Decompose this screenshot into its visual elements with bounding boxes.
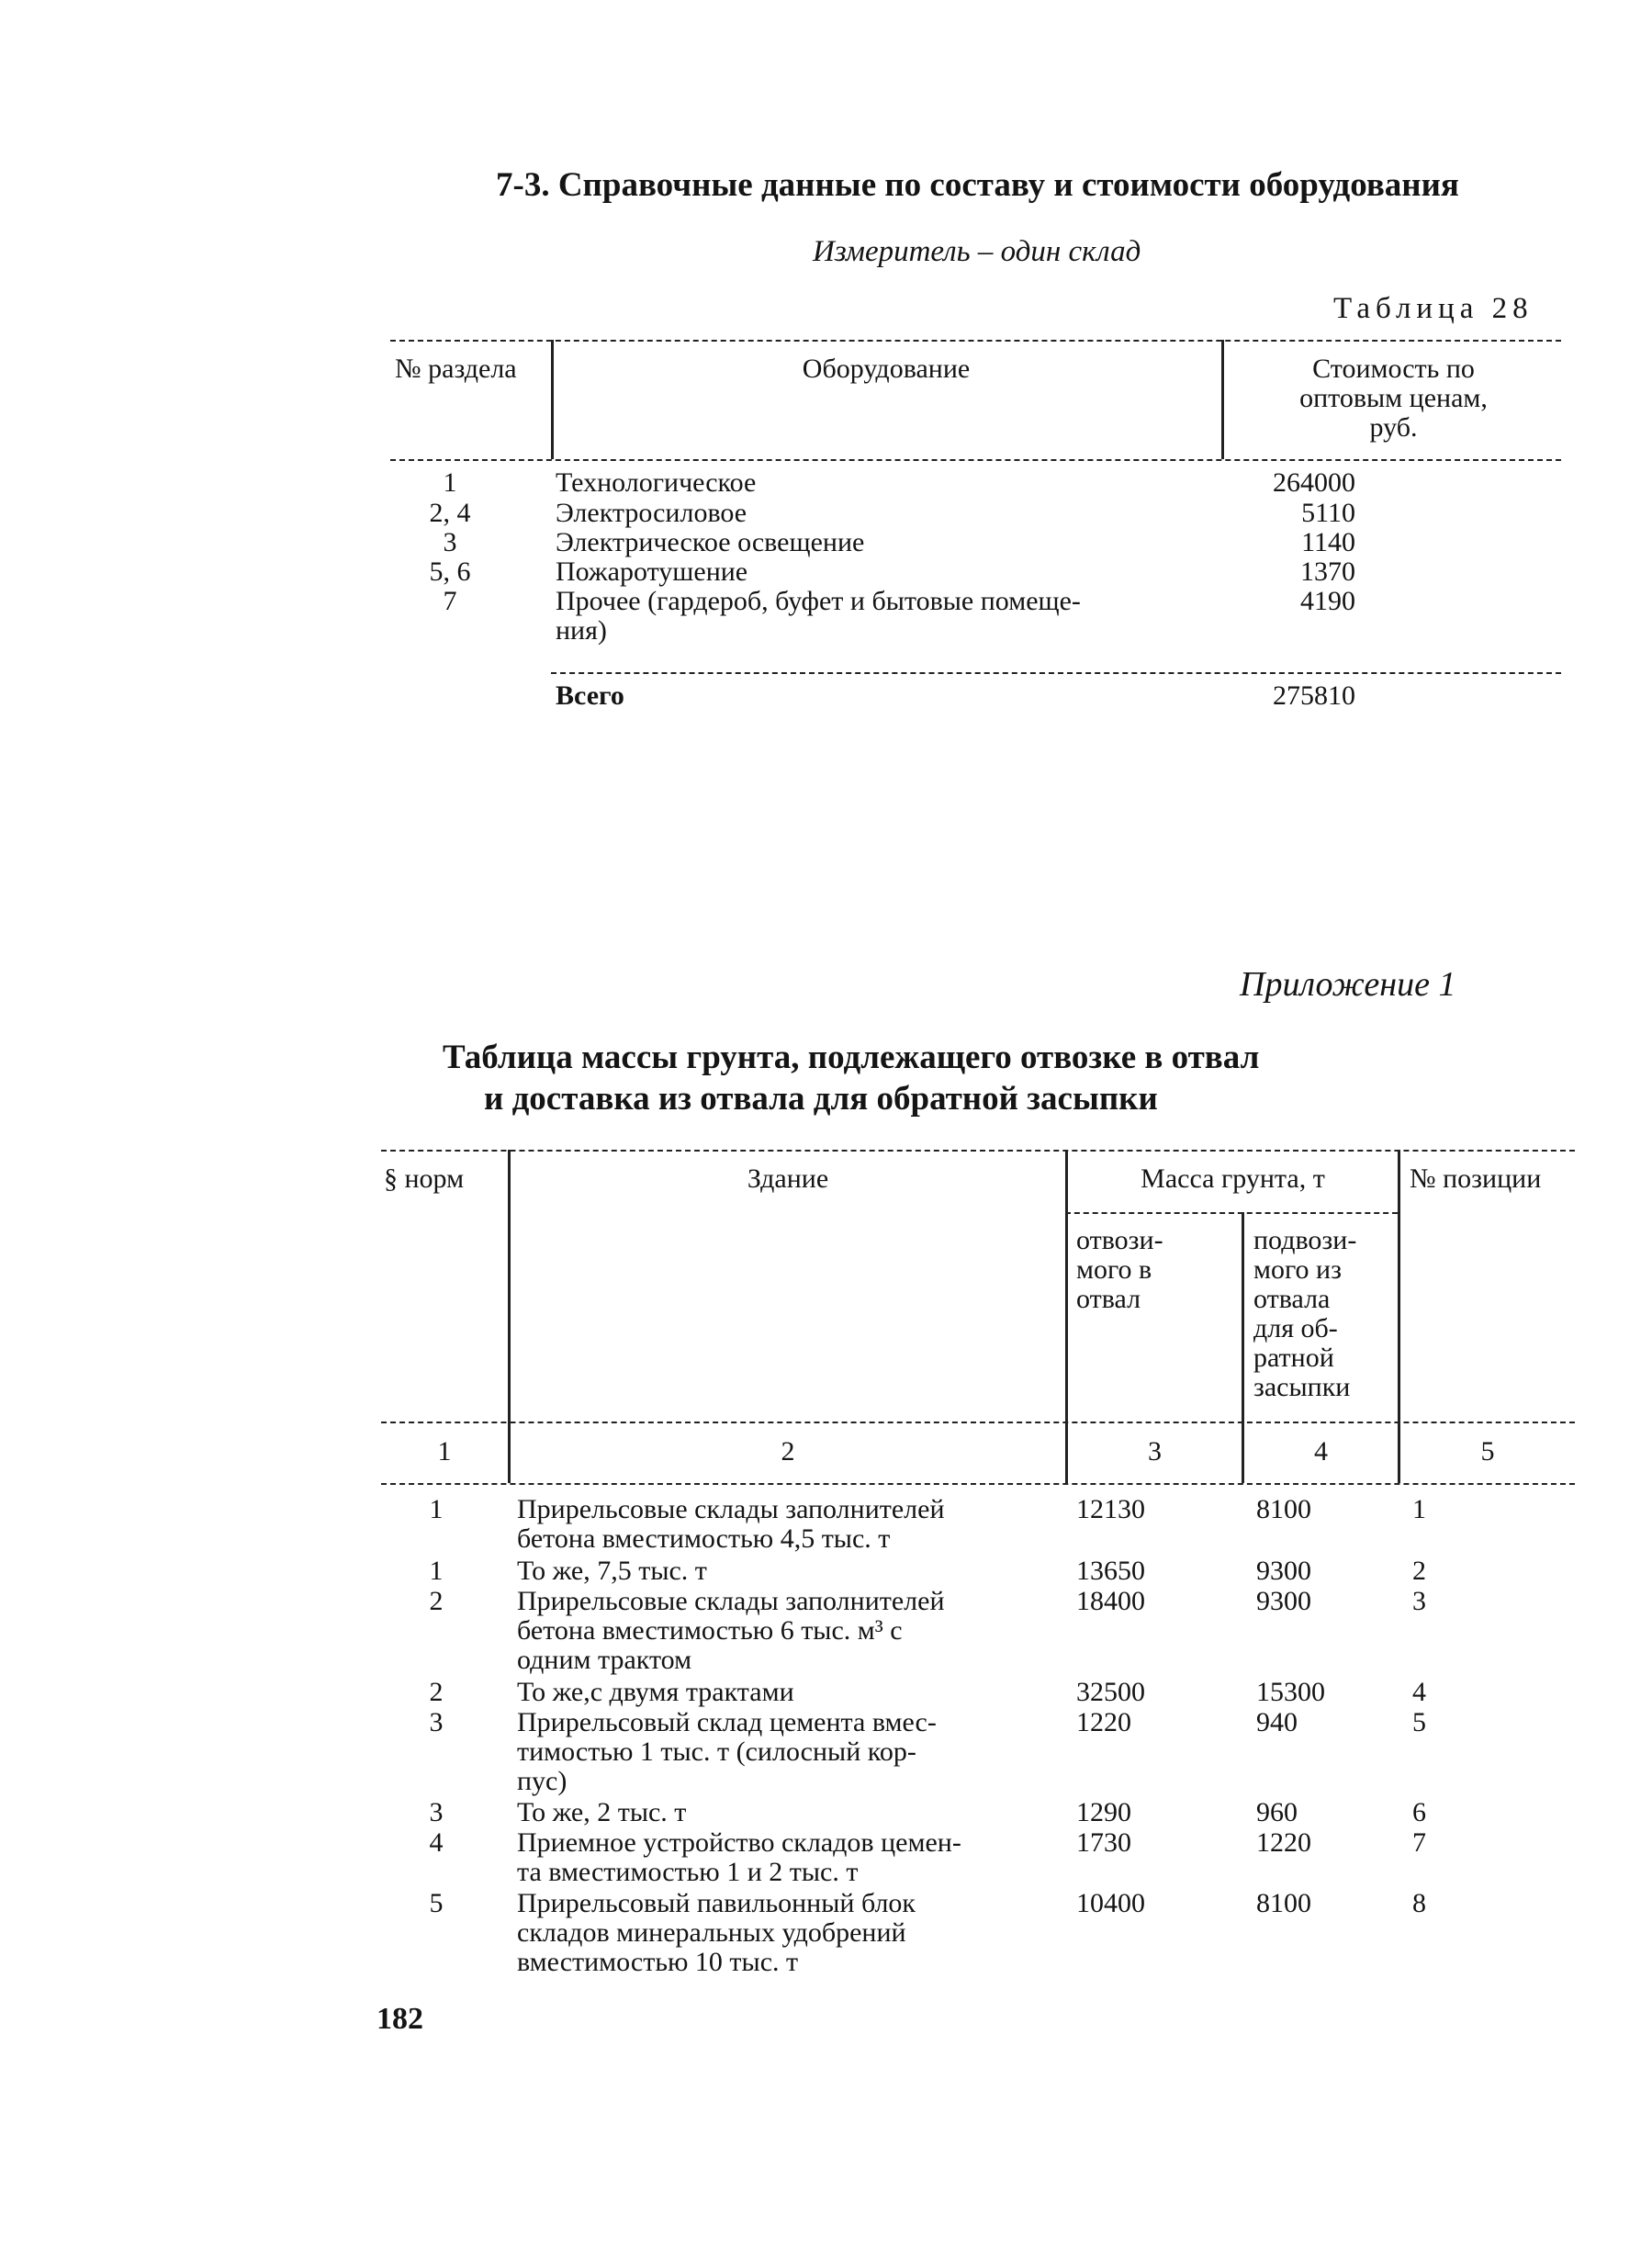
building-line: Прирельсовые склады заполнителей — [517, 1586, 945, 1616]
delivered-mass-cell: 940 — [1256, 1707, 1298, 1737]
norm-cell: 2 — [429, 1677, 444, 1707]
header-removed-to-dump: отвози- мого в отвал — [1076, 1225, 1163, 1314]
cost-cell: 4190 — [1300, 586, 1355, 616]
building-line: та вместимостью 1 и 2 тыс. т — [517, 1857, 859, 1887]
building-line: То же, 2 тыс. т — [517, 1797, 687, 1827]
norm-cell: 3 — [429, 1707, 444, 1737]
norm-cell: 1 — [429, 1494, 444, 1524]
column-number-5: 5 — [1480, 1436, 1495, 1467]
building-line: тимостью 1 тыс. т (силосный кор- — [517, 1736, 916, 1767]
header-norm: § норм — [384, 1163, 465, 1194]
norm-cell: 3 — [429, 1797, 444, 1827]
equipment-cell — [556, 528, 1217, 557]
equipment-line: ния) — [556, 615, 607, 646]
section-number-cell: 2, 4 — [429, 498, 471, 528]
building-line: вместимостью 10 тыс. т — [517, 1947, 799, 1977]
appendix-label: Приложение 1 — [1240, 965, 1456, 1004]
section-number-cell: 1 — [443, 467, 457, 498]
norm-cell: 2 — [429, 1586, 444, 1616]
delivered-mass-cell: 8100 — [1256, 1494, 1311, 1524]
delivered-mass-cell: 1220 — [1256, 1827, 1311, 1858]
cost-cell: 1370 — [1300, 556, 1355, 587]
equipment-cell — [556, 468, 1217, 498]
building-line: бетона вместимостью 4,5 тыс. т — [517, 1523, 891, 1554]
removed-mass-cell: 13650 — [1076, 1556, 1145, 1586]
removed-mass-cell: 1220 — [1076, 1707, 1131, 1737]
removed-mass-cell: 1730 — [1076, 1827, 1131, 1858]
position-cell: 7 — [1412, 1827, 1426, 1858]
building-cell — [517, 1587, 1065, 1675]
column-number-4: 4 — [1314, 1436, 1328, 1467]
removed-mass-cell: 10400 — [1076, 1888, 1145, 1918]
appendix-title-line-1: Таблица массы грунта, подлежащего отвозке в отвал — [443, 1039, 1260, 1076]
equipment-cell — [556, 499, 1217, 528]
section-number-cell: 5, 6 — [429, 556, 471, 587]
page-number: 182 — [376, 2002, 423, 2036]
equipment-line: Электросиловое — [556, 498, 747, 528]
building-line: Приемное устройство складов цемен- — [517, 1827, 961, 1858]
building-line: одним трактом — [517, 1645, 692, 1675]
equipment-cell — [556, 557, 1217, 587]
building-cell — [517, 1495, 1065, 1554]
building-line: То же, 7,5 тыс. т — [517, 1556, 707, 1586]
building-cell — [517, 1557, 1065, 1586]
equipment-line: Прочее (гардероб, буфет и бытовые помеще- — [556, 586, 1081, 616]
building-line: бетона вместимостью 6 тыс. м³ с — [517, 1615, 903, 1646]
section-title: 7-3. Справочные данные по составу и стоимости оборудования — [496, 166, 1459, 204]
removed-mass-cell: 1290 — [1076, 1797, 1131, 1827]
norm-cell: 1 — [429, 1556, 444, 1586]
removed-mass-cell: 18400 — [1076, 1586, 1145, 1616]
header-cost: Стоимость по оптовым ценам, руб. — [1299, 354, 1488, 443]
position-cell: 6 — [1412, 1797, 1426, 1827]
equipment-line: Электрическое освещение — [556, 527, 865, 557]
cost-cell: 264000 — [1273, 467, 1355, 498]
building-cell — [517, 1798, 1065, 1827]
position-cell: 5 — [1412, 1707, 1426, 1737]
column-number-3: 3 — [1148, 1436, 1162, 1467]
header-delivered-from-dump: подвози- мого из отвала для об- ратной засыпки — [1253, 1225, 1357, 1402]
building-line: пус) — [517, 1766, 568, 1796]
header-equipment: Оборудование — [802, 354, 971, 384]
building-cell — [517, 1708, 1065, 1796]
total-label: Всего — [556, 680, 624, 711]
building-line: То же,с двумя трактами — [517, 1677, 794, 1707]
cost-cell: 1140 — [1301, 527, 1355, 557]
appendix-title-line-2: и доставка из отвала для обратной засыпки — [484, 1080, 1158, 1118]
building-line: складов минеральных удобрений — [517, 1917, 906, 1948]
header-building: Здание — [747, 1163, 829, 1194]
section-number-cell: 7 — [443, 586, 457, 616]
norm-cell: 4 — [429, 1827, 444, 1858]
building-line: Прирельсовый павильонный блок — [517, 1888, 916, 1918]
equipment-line: Пожаротушение — [556, 556, 748, 587]
building-cell — [517, 1889, 1065, 1977]
position-cell: 3 — [1412, 1586, 1426, 1616]
column-number-2: 2 — [781, 1436, 795, 1467]
position-cell: 1 — [1412, 1494, 1426, 1524]
building-cell — [517, 1828, 1065, 1887]
section-number-cell: 3 — [443, 527, 457, 557]
building-line: Прирельсовые склады заполнителей — [517, 1494, 945, 1524]
cost-cell: 5110 — [1301, 498, 1355, 528]
norm-cell: 5 — [429, 1888, 444, 1918]
position-cell: 2 — [1412, 1556, 1426, 1586]
equipment-line: Технологическое — [556, 467, 757, 498]
total-value: 275810 — [1273, 680, 1355, 711]
header-section-number: № раздела — [395, 354, 517, 384]
column-number-1: 1 — [437, 1436, 452, 1467]
building-cell — [517, 1678, 1065, 1707]
unit-caption: Измеритель – один склад — [813, 235, 1141, 268]
equipment-cell — [556, 587, 1217, 646]
delivered-mass-cell: 15300 — [1256, 1677, 1325, 1707]
delivered-mass-cell: 960 — [1256, 1797, 1298, 1827]
building-line: Прирельсовый склад цемента вмес- — [517, 1707, 937, 1737]
header-soil-mass: Масса грунта, т — [1141, 1163, 1325, 1194]
removed-mass-cell: 32500 — [1076, 1677, 1145, 1707]
delivered-mass-cell: 9300 — [1256, 1586, 1311, 1616]
position-cell: 8 — [1412, 1888, 1426, 1918]
header-position: № позиции — [1410, 1163, 1542, 1194]
delivered-mass-cell: 8100 — [1256, 1888, 1311, 1918]
table-label: Таблица 28 — [1333, 292, 1534, 325]
removed-mass-cell: 12130 — [1076, 1494, 1145, 1524]
position-cell: 4 — [1412, 1677, 1426, 1707]
delivered-mass-cell: 9300 — [1256, 1556, 1311, 1586]
